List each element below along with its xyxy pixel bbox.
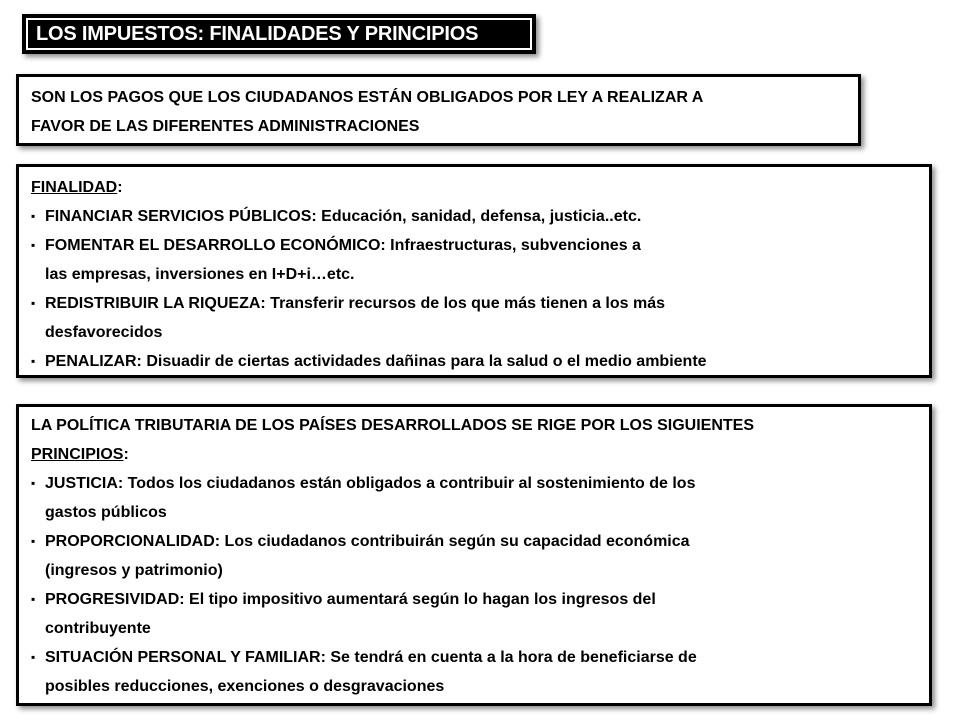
principio-item-text: El tipo impositivo aumentará según lo hagan los ingresos del: [184, 591, 656, 608]
finalidad-item-text: Educación, sanidad, defensa, justicia..etc.: [316, 208, 642, 225]
principios-box: [16, 404, 932, 706]
finalidad-item-continuation: desfavorecidos: [45, 324, 163, 341]
principio-item-label: PROGRESIVIDAD:: [45, 591, 185, 608]
finalidad-item-text: Transferir recursos de los que más tienen a los más: [265, 295, 666, 312]
principio-item-label: SITUACIÓN PERSONAL Y FAMILIAR:: [45, 649, 326, 666]
definition-box: [16, 74, 861, 146]
principio-item-continuation: (ingresos y patrimonio): [45, 562, 223, 579]
square-bullet-icon: ▪: [31, 238, 36, 252]
principio-item-text: Todos los ciudadanos están obligados a contribuir al sostenimiento de los: [123, 475, 696, 492]
principios-heading: [31, 440, 921, 469]
principio-item-text: Los ciudadanos contribuirán según su capacidad económica: [220, 533, 690, 550]
finalidad-box: [16, 164, 932, 378]
principios-heading-text: PRINCIPIOS: [31, 446, 124, 463]
principio-item-continuation: gastos públicos: [45, 504, 167, 521]
principio-item-label: PROPORCIONALIDAD:: [45, 533, 221, 550]
finalidad-item: [31, 202, 921, 231]
finalidad-item-label: FOMENTAR EL DESARROLLO ECONÓMICO:: [45, 237, 386, 254]
finalidad-heading-colon: :: [117, 179, 123, 196]
principio-item: [31, 643, 921, 701]
square-bullet-icon: ▪: [31, 650, 36, 664]
square-bullet-icon: ▪: [31, 476, 36, 490]
principio-item-label: JUSTICIA:: [45, 475, 124, 492]
principio-item-continuation: contribuyente: [45, 620, 151, 637]
finalidad-item-label: REDISTRIBUIR LA RIQUEZA:: [45, 295, 266, 312]
principio-item: [31, 469, 921, 527]
finalidad-item-text: Disuadir de ciertas actividades dañinas para la salud o el medio ambiente: [141, 353, 707, 370]
square-bullet-icon: ▪: [31, 296, 36, 310]
principio-item-continuation: posibles reducciones, exenciones o desgravaciones: [45, 678, 445, 695]
finalidad-item: [31, 347, 921, 376]
finalidad-heading: [31, 173, 921, 202]
finalidad-item: [31, 231, 921, 289]
square-bullet-icon: ▪: [31, 209, 36, 223]
finalidad-heading-text: FINALIDAD: [31, 179, 118, 196]
principio-item: [31, 527, 921, 585]
finalidad-item-label: FINANCIAR SERVICIOS PÚBLICOS:: [45, 208, 317, 225]
finalidad-item-continuation: las empresas, inversiones en I+D+i…etc.: [45, 266, 355, 283]
principio-item-text: Se tendrá en cuenta a la hora de beneficiarse de: [325, 649, 697, 666]
square-bullet-icon: ▪: [31, 592, 36, 606]
principio-item: [31, 585, 921, 643]
definition-line-1: SON LOS PAGOS QUE LOS CIUDADANOS ESTÁN OBLIGADOS POR LEY A REALIZAR A: [31, 89, 704, 106]
finalidad-item: [31, 289, 921, 347]
principios-heading-colon: :: [123, 446, 129, 463]
page-title: LOS IMPUESTOS: FINALIDADES Y PRINCIPIOS: [22, 14, 536, 54]
square-bullet-icon: ▪: [31, 534, 36, 548]
finalidad-item-text: Infraestructuras, subvenciones a: [385, 237, 641, 254]
finalidad-item-label: PENALIZAR:: [45, 353, 142, 370]
principios-intro: LA POLÍTICA TRIBUTARIA DE LOS PAÍSES DESARROLLADOS SE RIGE POR LOS SIGUIENTES: [31, 417, 755, 434]
square-bullet-icon: ▪: [31, 354, 36, 368]
definition-line-2: FAVOR DE LAS DIFERENTES ADMINISTRACIONES: [31, 118, 420, 135]
